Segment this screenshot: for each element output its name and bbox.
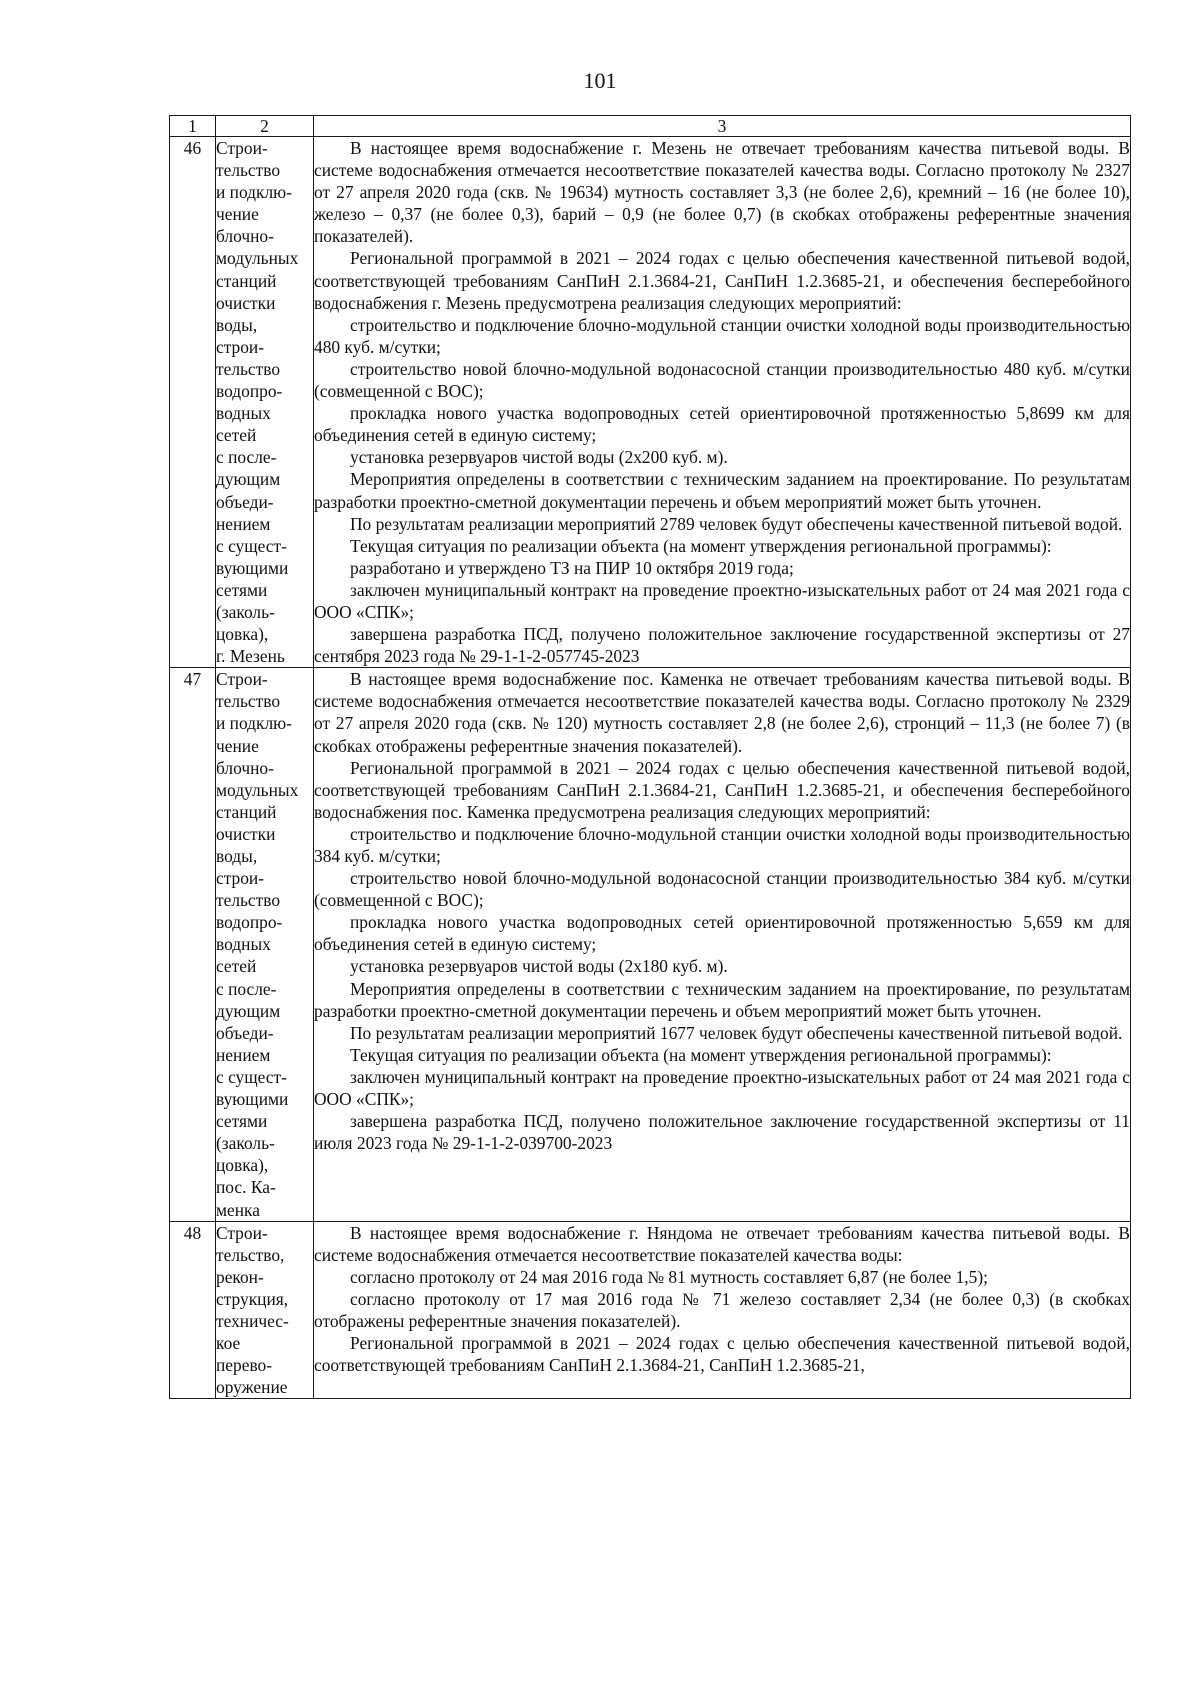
- row-number: 47: [170, 668, 216, 1221]
- paragraph: установка резервуаров чистой воды (2х200 куб. м).: [350, 447, 728, 468]
- paragraph: строительство и подключение блочно-модульной станции очистки холодной воды производительностью 384 куб. м/сутки;: [314, 823, 1130, 866]
- object-name: Строи- тельство и подклю- чение блочно- модульных станций очистки воды, строи- тельство водопро- водных сетей с после- дующим объеди- нением с сущест- вующими сетями (заколь- цовка), г. Мезень: [216, 137, 314, 668]
- paragraph: прокладка нового участка водопроводных сетей ориентировочной протяженностью 5,659 км для объединения сетей в единую систему;: [314, 912, 1130, 955]
- paragraph: Мероприятия определены в соответствии с техническим заданием на проектирование. По результатам разработки проектно-сметной документации перечень и объем мероприятий может быть уточнен.: [314, 469, 1130, 512]
- paragraph: прокладка нового участка водопроводных сетей ориентировочной протяженностью 5,8699 км для объединения сетей в единую систему;: [314, 403, 1130, 446]
- paragraph: согласно протоколу от 24 мая 2016 года № 81 мутность составляет 6,87 (не более 1,5);: [350, 1266, 988, 1287]
- table-row: [170, 1221, 1131, 1399]
- paragraph: строительство и подключение блочно-модульной станции очистки холодной воды производительностью 480 куб. м/сутки;: [314, 314, 1130, 357]
- row-description: [314, 668, 1131, 1221]
- object-name: Строи- тельство и подклю- чение блочно- модульных станций очистки воды, строи- тельство водопро- водных сетей с после- дующим объеди- нением с сущест- вующими сетями (заколь- цовка), пос. Ка- менка: [216, 668, 314, 1221]
- paragraph: завершена разработка ПСД, получено положительное заключение государственной экспертизы от 27 сентября 2023 года № 29-1-1-2-057745-2023: [314, 624, 1130, 667]
- paragraph: согласно протоколу от 17 мая 2016 года № 71 железо составляет 2,34 (не более 0,3) (в скобках отображены референтные значения показателей).: [314, 1288, 1130, 1331]
- paragraph: Региональной программой в 2021 – 2024 годах с целью обеспечения качественной питьевой водой, соответствующей требованиям СанПиН 2.1.3684-21, СанПиН 1.2.3685-21,: [314, 1333, 1130, 1376]
- paragraph: Региональной программой в 2021 – 2024 годах с целью обеспечения качественной питьевой водой, соответствующей требованиям СанПиН 2.1.3684-21, СанПиН 1.2.3685-21, и обеспечения бесперебойного водоснабжения г. Мезень предусмотрена реализация следующих мероприятий:: [314, 248, 1130, 313]
- paragraph: По результатам реализации мероприятий 1677 человек будут обеспечены качественной питьевой водой.: [350, 1022, 1123, 1043]
- paragraph: В настоящее время водоснабжение г. Мезень не отвечает требованиям качества питьевой воды. В системе водоснабжения отмечается несоответствие показателей качества воды. Согласно протоколу № 2327 от 27 апреля 2020 года (скв. № 19634) мутность составляет 3,3 (не более 2,6), кремний – 16 (не более 10), железо – 0,37 (не более 0,3), барий – 0,9 (не более 0,7) (в скобках отображены референтные значения показателей).: [314, 138, 1130, 247]
- table-row: [170, 137, 1131, 668]
- table-header-row: [170, 116, 1131, 137]
- header-cell: 3: [314, 116, 1131, 137]
- paragraph: строительство новой блочно-модульной водонасосной станции производительностью 480 куб. м/сутки (совмещенной с ВОС);: [314, 358, 1130, 402]
- paragraph: По результатам реализации мероприятий 2789 человек будут обеспечены качественной питьевой водой.: [350, 513, 1123, 534]
- row-number: 48: [170, 1221, 216, 1399]
- paragraph: установка резервуаров чистой воды (2х180 куб. м).: [350, 956, 728, 977]
- row-number: 46: [170, 137, 216, 668]
- paragraph: В настоящее время водоснабжение г. Няндома не отвечает требованиям качества питьевой воды. В системе водоснабжения отмечается несоответствие показателей качества воды:: [314, 1222, 1130, 1265]
- header-cell: 1: [170, 116, 216, 137]
- paragraph: строительство новой блочно-модульной водонасосной станции производительностью 384 куб. м/сутки (совмещенной с ВОС);: [314, 868, 1130, 911]
- paragraph: Региональной программой в 2021 – 2024 годах с целью обеспечения качественной питьевой водой, соответствующей требованиям СанПиН 2.1.3684-21, СанПиН 1.2.3685-21, и обеспечения бесперебойного водоснабжения пос. Каменка предусмотрена реализация следующих мероприятий:: [314, 757, 1130, 822]
- paragraph: Текущая ситуация по реализации объекта (на момент утверждения региональной программы):: [350, 535, 1052, 556]
- paragraph: Мероприятия определены в соответствии с техническим заданием на проектирование, по результатам разработки проектно-сметной документации перечень и объем мероприятий может быть уточнен.: [314, 978, 1130, 1021]
- table-row: [170, 668, 1131, 1221]
- row-description: [314, 1221, 1131, 1399]
- measures-table: [169, 115, 1131, 1399]
- header-cell: 2: [216, 116, 314, 137]
- paragraph: В настоящее время водоснабжение пос. Каменка не отвечает требованиям качества питьевой воды. В системе водоснабжения отмечается несоответствие показателей качества воды. Согласно протоколу № 2329 от 27 апреля 2020 года (скв. № 120) мутность составляет 2,8 (не более 2,6), стронций – 11,3 (не более 7) (в скобках отображены референтные значения показателей).: [314, 669, 1130, 756]
- paragraph: разработано и утверждено ТЗ на ПИР 10 октября 2019 года;: [350, 557, 794, 578]
- paragraph: Текущая ситуация по реализации объекта (на момент утверждения региональной программы):: [350, 1044, 1052, 1065]
- paragraph: завершена разработка ПСД, получено положительное заключение государственной экспертизы от 11 июля 2023 года № 29-1-1-2-039700-2023: [314, 1111, 1130, 1154]
- page-number: 101: [583, 68, 617, 93]
- row-description: [314, 137, 1131, 668]
- object-name: Строи- тельство, рекон- струкция, техничес- кое перево- оружение: [216, 1221, 314, 1399]
- paragraph: заключен муниципальный контракт на проведение проектно-изыскательных работ от 24 мая 2021 года с ООО «СПК»;: [314, 1066, 1130, 1110]
- paragraph: заключен муниципальный контракт на проведение проектно-изыскательных работ от 24 мая 2021 года с ООО «СПК»;: [314, 579, 1130, 622]
